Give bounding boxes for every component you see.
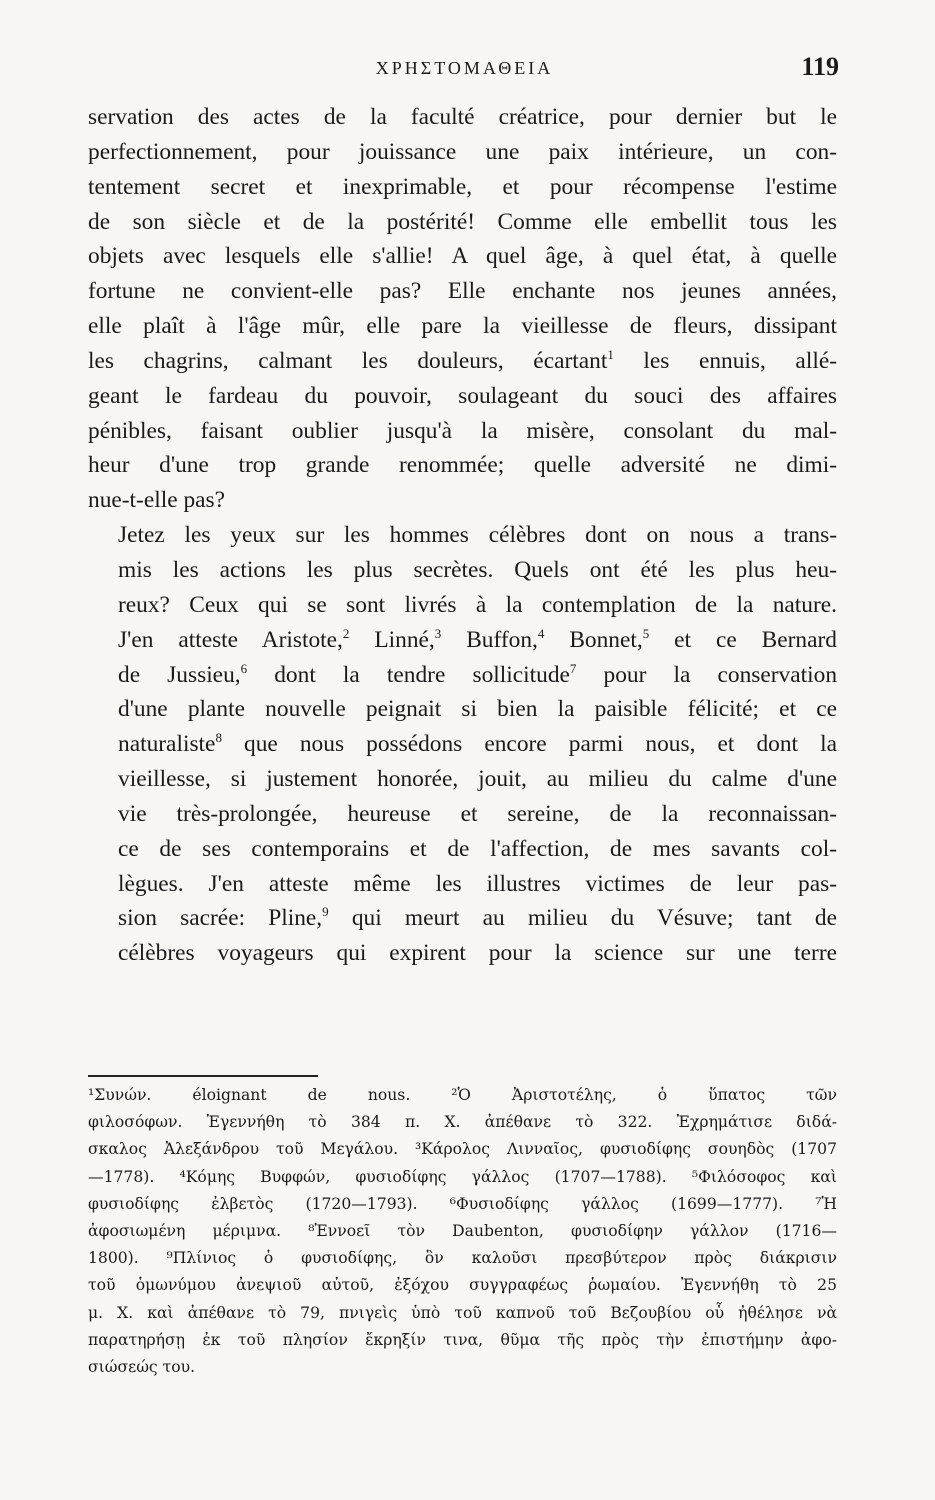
text-line: vieillesse, si justement honorée, jouit, au milieu du calme d'une xyxy=(118,766,837,793)
text-line: de son siècle et de la postérité! Comme elle embellit tous les xyxy=(88,208,837,235)
footnote-line: ἀφοσιωμένη μέριμνα. ⁸Ἐννοεῖ τὸν Daubenton, φυσιοδίφην γάλλον (1716— xyxy=(88,1222,837,1241)
text-segment: que nous possédons encore parmi nous, et dont la xyxy=(221,731,837,758)
footnote-line: φιλοσόφων. Ἐγεννήθη τὸ 384 π. Χ. ἀπέθανε τὸ 322. Ἐχρημάτισε διδά- xyxy=(88,1113,837,1132)
running-title: ΧΡΗΣΤΟΜΑΘΕΙΑ xyxy=(375,58,554,78)
text-segment: sion sacrée: Pline, xyxy=(118,905,323,932)
text-segment: Buffon, xyxy=(441,626,538,653)
footnote-ref: 9 xyxy=(322,904,329,920)
text-line: geant le fardeau du pouvoir, soulageant du souci des affaires xyxy=(88,382,837,409)
text-line: fortune ne convient-elle pas? Elle enchante nos jeunes années, xyxy=(88,278,837,305)
paragraph-1 xyxy=(88,100,837,518)
text-line: célèbres voyageurs qui expirent pour la science sur une terre xyxy=(118,940,837,967)
text-segment: Bonnet, xyxy=(544,626,643,653)
text-line xyxy=(88,344,837,379)
text-segment: les chagrins, calmant les douleurs, écartant xyxy=(88,347,608,374)
text-line: heur d'une trop grande renommée; quelle adversité ne dimi- xyxy=(88,452,837,479)
text-line: tentement secret et inexprimable, et pour récompense l'estime xyxy=(88,173,837,200)
text-segment: qui meurt au milieu du Vésuve; tant de xyxy=(328,905,838,932)
footnote-line: μ. Χ. καὶ ἀπέθανε τὸ 79, πνιγεὶς ὑπὸ τοῦ καπνοῦ τοῦ Βεζουβίου οὗ ἠθέλησε νὰ xyxy=(88,1303,837,1322)
text-segment: Linné, xyxy=(349,626,435,653)
text-line: vie très-prolongée, heureuse et sereine, de la reconnaissan- xyxy=(118,800,837,827)
paragraph-2 xyxy=(88,518,837,971)
footnote-ref: 4 xyxy=(537,625,545,641)
text-line: lègues. J'en atteste même les illustres victimes de leur pas- xyxy=(118,870,837,897)
footnote-line: τοῦ ὁμωνύμου ἀνεψιοῦ αὐτοῦ, ἐξόχου συγγραφέως ῥωμαίου. Ἐγεννήθη τὸ 25 xyxy=(88,1276,837,1295)
footnote-line: σιώσεώς του. xyxy=(88,1358,196,1377)
text-segment: dont la tendre sollicitude xyxy=(247,661,570,688)
footnote-ref: 6 xyxy=(240,660,248,676)
footnote-ref: 8 xyxy=(215,730,222,746)
page-number: 119 xyxy=(801,52,839,81)
text-line: ce de ses contemporains et de l'affection, de mes savants col- xyxy=(118,835,837,862)
page-header xyxy=(90,52,839,98)
text-line: pénibles, faisant oublier jusqu'à la misère, consolant du mal- xyxy=(88,417,837,444)
main-text xyxy=(88,100,837,971)
text-segment: les ennuis, allé- xyxy=(643,347,837,374)
text-line: Jetez les yeux sur les hommes célèbres dont on nous a trans- xyxy=(118,522,837,549)
text-line: nue-t-elle pas? xyxy=(88,487,226,514)
text-segment: naturaliste xyxy=(118,731,216,758)
footnote-line: ¹Συνών. éloignant de nous. ²Ὁ Ἀριστοτέλης, ὁ ὕπατος τῶν xyxy=(88,1086,837,1104)
text-line: elle plaît à l'âge mûr, elle pare la vieillesse de fleurs, dissipant xyxy=(88,313,837,340)
text-line xyxy=(88,727,837,762)
footnote-ref: 7 xyxy=(569,660,577,676)
text-line: reux? Ceux qui se sont livrés à la contemplation de la nature. xyxy=(118,591,837,618)
footnote-line: 1800). ⁹Πλίνιος ὁ φυσιοδίφης, ὃν καλοῦσι πρεσβύτερον πρὸς διάκρισιν xyxy=(88,1249,837,1268)
text-line xyxy=(88,901,837,936)
footnote-ref: 3 xyxy=(434,625,442,641)
text-line: servation des actes de la faculté créatrice, pour dernier but le xyxy=(88,104,837,130)
footnote-ref: 1 xyxy=(607,347,614,363)
text-segment: pour la conservation xyxy=(576,661,838,688)
footnote-line: —1778). ⁴Κόμης Βυφφών, φυσιοδίφης γάλλος (1707—1788). ⁵Φιλόσοφος καὶ xyxy=(88,1167,837,1186)
text-line: mis les actions les plus secrètes. Quels ont été les plus heu- xyxy=(118,556,837,583)
text-segment: de Jussieu, xyxy=(118,661,241,688)
text-line: d'une plante nouvelle peignait si bien la paisible félicité; et ce xyxy=(118,696,837,723)
text-segment: et ce Bernard xyxy=(649,626,837,653)
text-line xyxy=(88,623,837,658)
text-line: objets avec lesquels elle s'allie! A quel âge, à quel état, à quelle xyxy=(88,243,837,270)
footnote-line: σκαλος Ἀλεξάνδρου τοῦ Μεγάλου. ³Κάρολος Λινναῖος, φυσιοδίφης σουηδὸς (1707 xyxy=(88,1140,837,1159)
footnote-ref: 5 xyxy=(642,625,650,641)
footnote-ref: 2 xyxy=(342,625,350,641)
footnote-line: παρατηρήσῃ ἐκ τοῦ πλησίον ἔκρηξίν τινα, θῦμα τῆς πρὸς τὴν ἐπιστήμην ἀφο- xyxy=(88,1330,837,1349)
footnote-rule xyxy=(88,1075,318,1077)
footnote-line: φυσιοδίφης ἐλβετὸς (1720—1793). ⁶Φυσιοδίφης γάλλος (1699—1777). ⁷Ἡ xyxy=(88,1194,837,1213)
text-segment: J'en atteste Aristote, xyxy=(118,626,343,653)
text-line: perfectionnement, pour jouissance une paix intérieure, un con- xyxy=(88,138,837,165)
text-line xyxy=(88,658,837,693)
footnotes xyxy=(88,1082,837,1381)
